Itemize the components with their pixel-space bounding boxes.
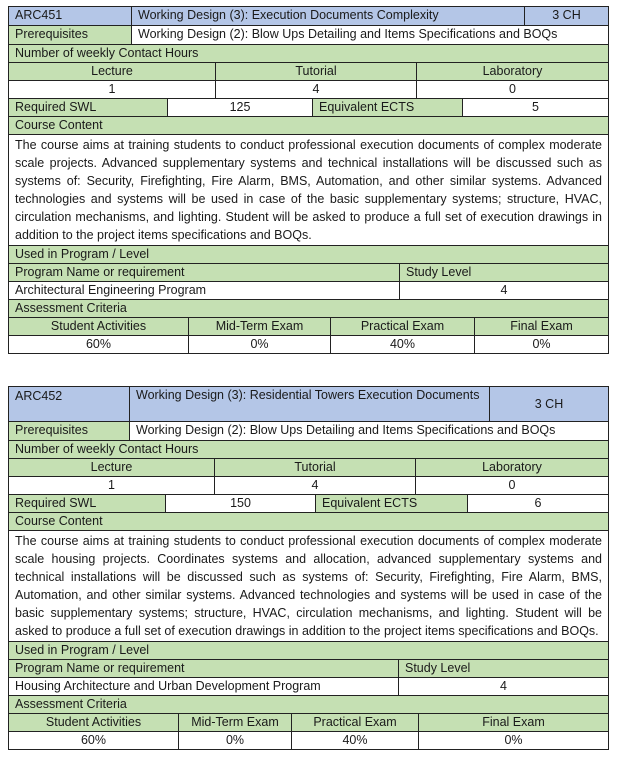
course-table-arc451 (8, 6, 609, 354)
midterm-value: 0% (179, 732, 292, 749)
ects-label: Equivalent ECTS (316, 495, 468, 512)
course-code: ARC451 (9, 7, 132, 25)
ects-label: Equivalent ECTS (313, 99, 463, 116)
final-value: 0% (475, 336, 608, 353)
program-label-row (8, 642, 609, 660)
prerequisites-row (8, 422, 609, 441)
course-header-row (8, 386, 609, 422)
program-value-row (8, 282, 609, 300)
lecture-hours: 1 (9, 81, 216, 98)
study-level: 4 (400, 282, 608, 299)
assessment-header-row (8, 714, 609, 732)
program-name: Architectural Engineering Program (9, 282, 400, 299)
study-level-header: Study Level (399, 660, 608, 677)
assessment-label: Assessment Criteria (9, 300, 608, 317)
practical-value: 40% (292, 732, 419, 749)
student-activities-value: 60% (9, 732, 179, 749)
lecture-hours: 1 (9, 477, 215, 494)
contact-hours-value-row (8, 81, 609, 99)
midterm-header: Mid-Term Exam (189, 318, 331, 335)
tutorial-header: Tutorial (216, 63, 417, 80)
contact-hours-label-row (8, 45, 609, 63)
tutorial-hours: 4 (215, 477, 416, 494)
course-content-label-row (8, 513, 609, 531)
ects-value: 5 (463, 99, 608, 116)
contact-hours-label: Number of weekly Contact Hours (9, 441, 608, 458)
contact-hours-label: Number of weekly Contact Hours (9, 45, 608, 62)
assessment-header-row (8, 318, 609, 336)
swl-ects-row (8, 495, 609, 513)
credit-hours: 3 CH (525, 7, 608, 25)
course-table-arc452 (8, 386, 609, 750)
practical-header: Practical Exam (331, 318, 475, 335)
prerequisites-label: Prerequisites (9, 26, 132, 44)
program-label-row (8, 246, 609, 264)
swl-ects-row (8, 99, 609, 117)
assessment-label-row (8, 300, 609, 318)
laboratory-header: Laboratory (417, 63, 608, 80)
contact-hours-label-row (8, 441, 609, 459)
contact-hours-header-row (8, 63, 609, 81)
program-header-row (8, 264, 609, 282)
assessment-label: Assessment Criteria (9, 696, 608, 713)
course-content-label: Course Content (9, 117, 608, 134)
swl-label: Required SWL (9, 99, 168, 116)
program-name-header: Program Name or requirement (9, 660, 399, 677)
student-activities-header: Student Activities (9, 318, 189, 335)
prerequisites-row (8, 26, 609, 45)
final-header: Final Exam (475, 318, 608, 335)
course-content-row (8, 531, 609, 642)
program-name-header: Program Name or requirement (9, 264, 400, 281)
course-content-text: The course aims at training students to conduct professional execution documents of complex moderate scale housing projects. Coordinates systems and allocation, advanced supplementary systems and technical installations will be discussed such as systems of: Security, Firefighting, Fire Alarm, BMS, Automation, and other similar systems. Advanced technologies and systems will be used in case of the basic supplementary systems; structure, HVAC, circulation mechanisms, and lighting. Student will be asked to produce a full set of execution drawings in addition to the project items specifications and BOQs. (9, 531, 608, 641)
final-header: Final Exam (419, 714, 608, 731)
program-level-label: Used in Program / Level (9, 246, 608, 263)
course-title: Working Design (3): Execution Documents Complexity (132, 7, 525, 25)
tutorial-hours: 4 (216, 81, 417, 98)
laboratory-hours: 0 (416, 477, 608, 494)
prerequisites-label: Prerequisites (9, 422, 130, 440)
practical-value: 40% (331, 336, 475, 353)
study-level-header: Study Level (400, 264, 608, 281)
program-header-row (8, 660, 609, 678)
course-content-text: The course aims at training students to conduct professional execution documents of complex moderate scale projects. Advanced supplementary systems and technical installations will be discussed such as systems of: Security, Firefighting, Fire Alarm, BMS, Automation, and other similar systems. Advanced technologies and systems will be used in case of the basic supplementary systems; structure, HVAC, circulation mechanisms, and lighting. Student will be asked to produce a full set of execution drawings in addition to the project items specifications and BOQs. (9, 135, 608, 245)
prerequisites-value: Working Design (2): Blow Ups Detailing and Items Specifications and BOQs (132, 26, 608, 44)
course-content-label: Course Content (9, 513, 608, 530)
prerequisites-value: Working Design (2): Blow Ups Detailing and Items Specifications and BOQs (130, 422, 608, 440)
swl-value: 125 (168, 99, 313, 116)
program-level-label: Used in Program / Level (9, 642, 608, 659)
swl-value: 150 (166, 495, 316, 512)
midterm-header: Mid-Term Exam (179, 714, 292, 731)
laboratory-hours: 0 (417, 81, 608, 98)
contact-hours-value-row (8, 477, 609, 495)
course-content-row (8, 135, 609, 246)
tutorial-header: Tutorial (215, 459, 416, 476)
student-activities-header: Student Activities (9, 714, 179, 731)
program-value-row (8, 678, 609, 696)
course-title: Working Design (3): Residential Towers Execution Documents (130, 387, 490, 421)
program-name: Housing Architecture and Urban Development Program (9, 678, 399, 695)
laboratory-header: Laboratory (416, 459, 608, 476)
course-content-label-row (8, 117, 609, 135)
course-header-row (8, 6, 609, 26)
course-code: ARC452 (9, 387, 130, 421)
lecture-header: Lecture (9, 459, 215, 476)
midterm-value: 0% (189, 336, 331, 353)
assessment-label-row (8, 696, 609, 714)
assessment-value-row (8, 336, 609, 354)
assessment-value-row (8, 732, 609, 750)
study-level: 4 (399, 678, 608, 695)
credit-hours: 3 CH (490, 387, 608, 421)
contact-hours-header-row (8, 459, 609, 477)
ects-value: 6 (468, 495, 608, 512)
lecture-header: Lecture (9, 63, 216, 80)
student-activities-value: 60% (9, 336, 189, 353)
practical-header: Practical Exam (292, 714, 419, 731)
final-value: 0% (419, 732, 608, 749)
swl-label: Required SWL (9, 495, 166, 512)
